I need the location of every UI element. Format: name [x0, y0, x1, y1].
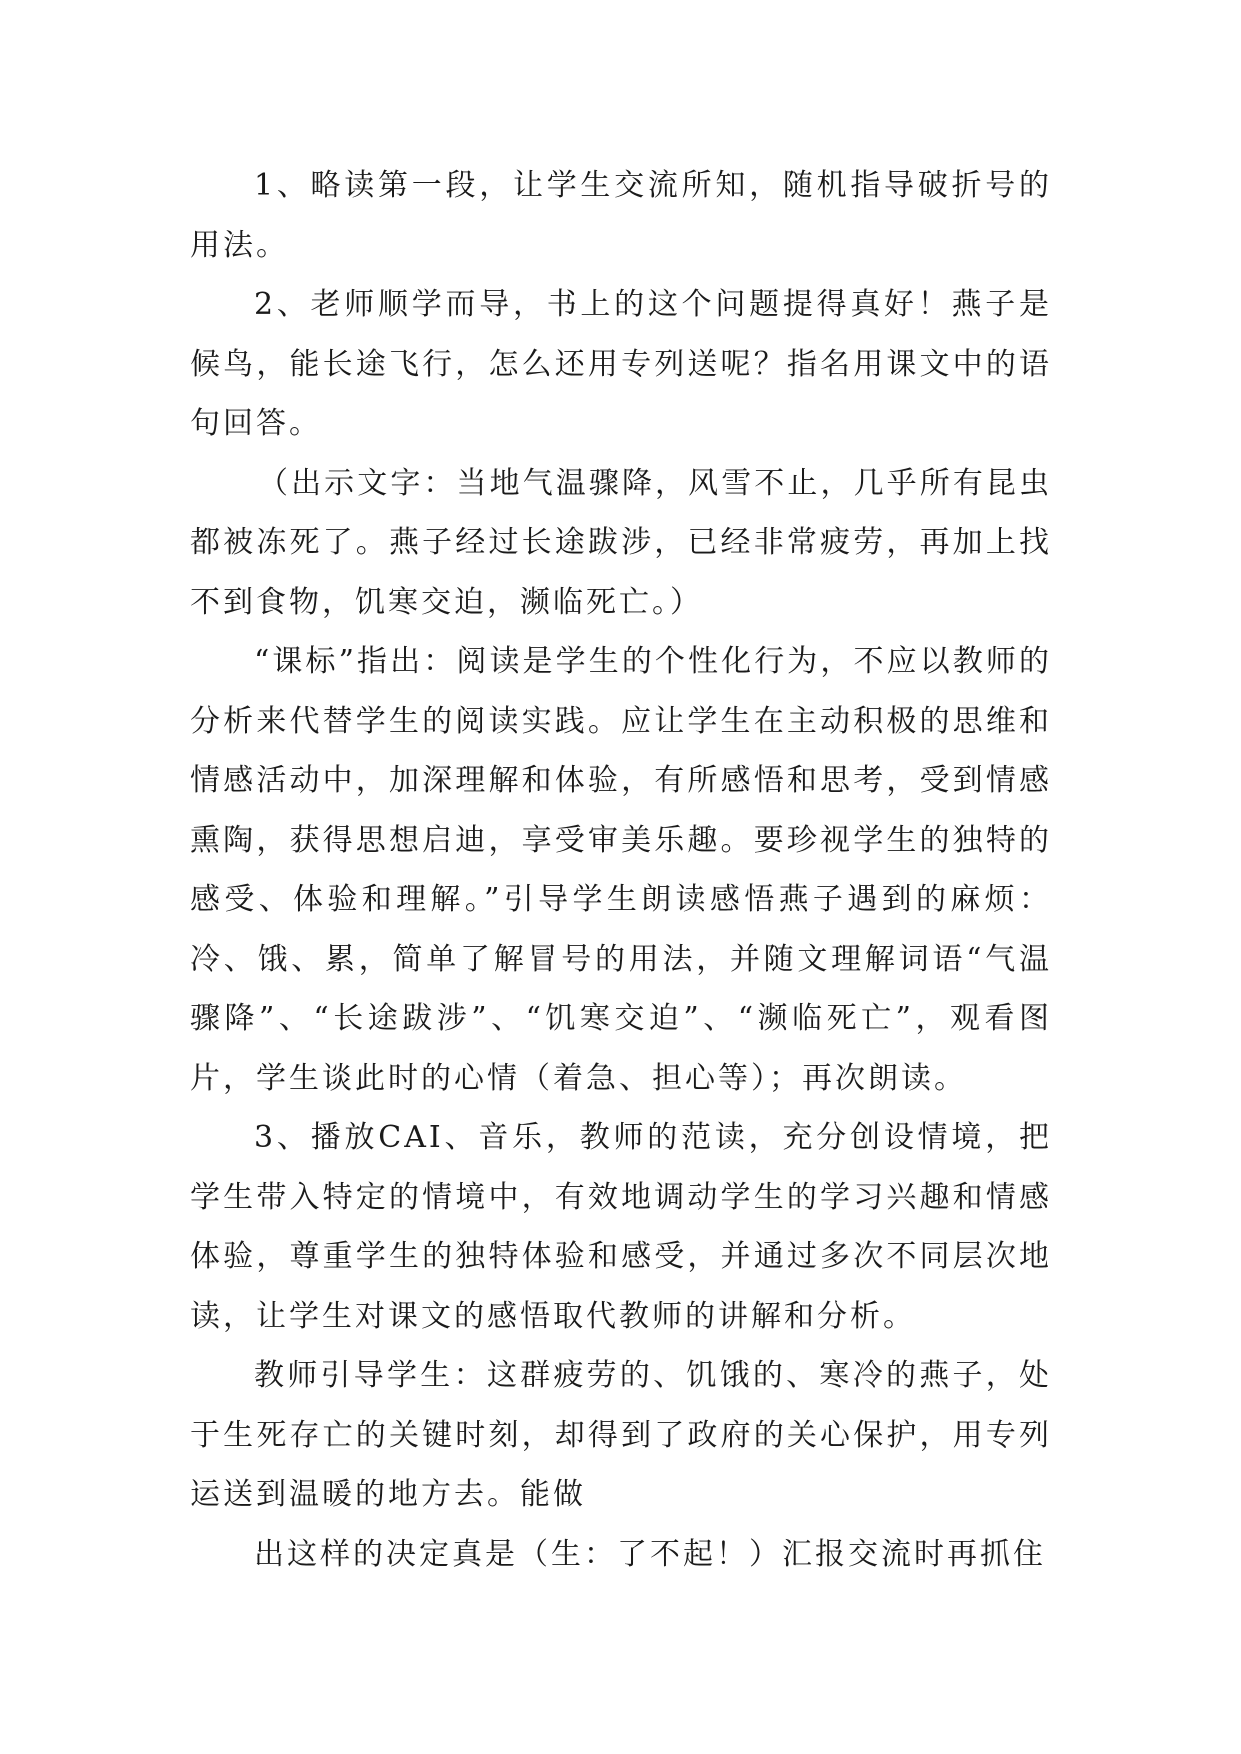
paragraph-6: 教师引导学生：这群疲劳的、饥饿的、寒冷的燕子，处于生死存亡的关键时刻，却得到了政府的关心保护，用专列运送到温暖的地方去。能做	[190, 1358, 1052, 1512]
paragraph-4: “课标”指出：阅读是学生的个性化行为，不应以教师的分析来代替学生的阅读实践。应让学生在主动积极的思维和情感活动中，加深理解和体验，有所感悟和思考，受到情感熏陶，获得思想启迪，享受审美乐趣。要珍视学生的独特的感受、体验和理解。”引导学生朗读感悟燕子遇到的麻烦：冷、饿、累，简单了解冒号的用法，并随文理解词语“气温骤降”、“长途跋涉”、“饥寒交迫”、“濒临死亡”，观看图片，学生谈此时的心情（着急、担心等）；再次朗读。	[190, 644, 1052, 1096]
paragraph-1: 1、略读第一段，让学生交流所知，随机指导破折号的用法。	[190, 168, 1052, 263]
paragraph-3: （出示文字：当地气温骤降，风雪不止，几乎所有昆虫都被冻死了。燕子经过长途跋涉，已经非常疲劳，再加上找不到食物，饥寒交迫，濒临死亡。）	[190, 465, 1052, 620]
document-body	[190, 156, 1052, 1584]
paragraph-7: 出这样的决定真是（生：了不起！）汇报交流时再抓住	[254, 1536, 1046, 1572]
paragraph-5: 3、播放CAI、音乐，教师的范读，充分创设情境，把学生带入特定的情境中，有效地调动学生的学习兴趣和情感体验，尊重学生的独特体验和感受，并通过多次不同层次地读，让学生对课文的感悟取代教师的讲解和分析。	[190, 1120, 1052, 1334]
paragraph-2: 2、老师顺学而导，书上的这个问题提得真好！燕子是候鸟，能长途飞行，怎么还用专列送呢？指名用课文中的语句回答。	[190, 287, 1052, 441]
